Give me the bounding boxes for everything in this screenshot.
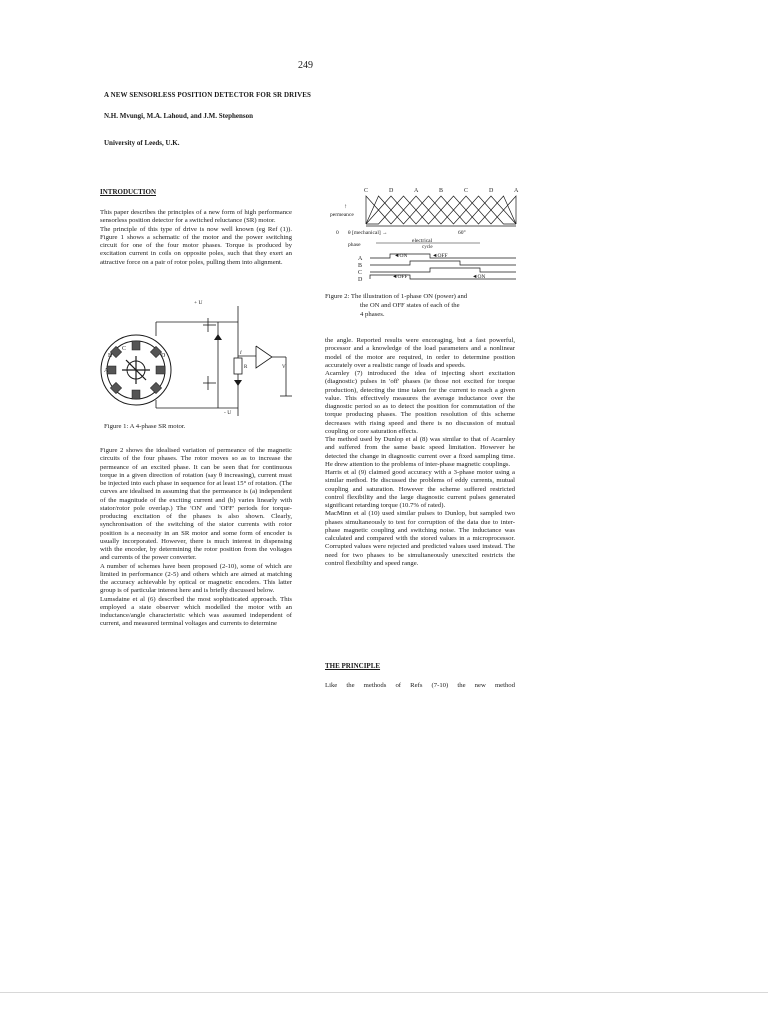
- permeance-curve: [366, 196, 516, 224]
- phase-d-label: D: [161, 353, 166, 359]
- figure-1-schematic: [88, 296, 308, 421]
- vminus-label: - U: [224, 410, 232, 416]
- figure-2-caption-line2: the ON and OFF states of each of the: [360, 302, 460, 309]
- phase-a-label: A: [104, 368, 109, 374]
- switch-transistors: [203, 318, 216, 390]
- figure-1-caption: Figure 1: A 4-phase SR motor.: [104, 423, 186, 430]
- permeance-label: permeance: [330, 212, 354, 218]
- top-phase-letter: A: [514, 188, 519, 194]
- figure-2-caption-line3: 4 phases.: [360, 311, 385, 318]
- phase-waveform: [370, 268, 516, 272]
- paper-title: A NEW SENSORLESS POSITION DETECTOR FOR SR DRIVES: [104, 91, 312, 99]
- off-label: ◄OFF: [432, 253, 448, 259]
- permeance-curves: [366, 196, 516, 224]
- output-label: V: [282, 365, 286, 370]
- cycle-label: cycle: [422, 245, 433, 250]
- on-label: ◄ON: [472, 274, 486, 280]
- intro-paragraph: The principle of this type of drive is now well known (eg Ref (1)). Figure 1 shows a schematic of the motor and the power switching circuit for one of the four motor phases. Torque is produced by excitation current in coils on opposite poles, such that they exert an attractive force on a pair of rotor poles, pulling them into alignment.: [100, 225, 292, 266]
- figure-2-caption-line1: Figure 2: The illustration of 1-phase ON (power) and: [325, 293, 468, 300]
- page-bottom-rule: [0, 992, 768, 993]
- permeance-arrow: ↑: [344, 204, 347, 210]
- body-paragraph: Harris et al (9) claimed good accuracy with a 3-phase motor using a similar method. He discussed the problems of eddy currents, mutual coupling and saturation. However the scheme suffered restricted control flexibility and the large diagnostic current pulses generated significant retarding torque (10.7% of rated).: [325, 469, 515, 509]
- phase-row-label: D: [358, 277, 363, 283]
- on-label: ◄ON: [394, 253, 408, 259]
- body-paragraph: A number of schemes have been proposed (2-10), some of which are limited in performance (2-5) and others which are aimed at matching the accuracy achievable by optical or magnetic encoders. This latter group is of particular interest here and is briefly discussed below.: [100, 562, 292, 595]
- top-phase-letter: D: [389, 188, 394, 194]
- page-number: 249: [298, 60, 313, 71]
- top-phase-letter: A: [414, 188, 419, 194]
- body-paragraph: the angle. Reported results were encoraging, but a fast powerful, processor and a knowledge of the load parameters and a nonlinear model of the motor are required, in order to determine position accurately over a realistic range of loads and speeds.: [325, 337, 515, 369]
- top-phase-letter: C: [364, 188, 369, 194]
- principle-text: Like the methods of Refs (7-10) the new method: [325, 682, 515, 689]
- rsh-label: R: [244, 365, 248, 370]
- body-paragraph: Figure 2 shows the idealised variation of permeance of the magnetic circuits of the four phases. The rotor moves so as to increase the permeance of an excited phase. It can be seen that for continuous torque in a given direction of rotation (say θ increasing), current must be injected into each phase in sequence for at least 15° of rotation. (The curves are idealised in assuming that the permeance is (a) independent of the magnitude of the exciting current and (b) varies linearly with stator/rotor pole overlap.) The 'ON' and 'OFF' periods for torque-producing excitation of the phases is also shown. Clearly, synchronisation of the switching of the stator currents with rotor position is a necessity in an SR motor and some form of encoder is usually incorporated. However, there is much interest in dispensing with the encoder, by determining the rotor position from the voltages and currents of the power converter.: [100, 447, 292, 562]
- phase-b-label: B: [108, 353, 113, 359]
- shunt-resistor: [234, 358, 242, 374]
- phase-row-label: B: [358, 263, 363, 269]
- left-body: [100, 447, 292, 629]
- introduction-heading: INTRODUCTION: [100, 188, 157, 196]
- current-label: i: [240, 350, 242, 356]
- vplus-label: + U: [194, 300, 203, 306]
- mechanical-axis-label: θ [mechanical] →: [348, 230, 388, 236]
- phase-column-label: phase: [348, 242, 361, 248]
- off-label: ◄OFF: [392, 274, 408, 280]
- phase-c-label: C: [122, 346, 127, 352]
- phase-rows: [358, 253, 516, 283]
- rotor-teeth: [122, 356, 150, 384]
- principle-heading: THE PRINCIPLE: [325, 662, 381, 670]
- paper-affiliation: University of Leeds, U.K.: [104, 139, 180, 147]
- phase-waveform: [370, 261, 516, 265]
- body-paragraph: Lumsdaine et al (6) described the most sophisticated approach. This employed a state observer which modelled the motor with an inductance/angle characteristic which was assumed independent of current, and measured terminal voltages and currents to determine: [100, 595, 292, 628]
- figure-2-permeance-diagram: [330, 186, 520, 291]
- top-phase-letter: D: [489, 188, 494, 194]
- introduction-body: [100, 209, 292, 267]
- phase-row-label: C: [358, 270, 363, 276]
- electrical-label: electrical: [412, 238, 433, 244]
- top-phase-letter: C: [464, 188, 469, 194]
- phase-row-label: A: [358, 256, 363, 262]
- right-body: [325, 337, 515, 568]
- paper-authors: N.H. Mvungi, M.A. Lahoud, and J.M. Stephenson: [104, 112, 253, 120]
- body-paragraph: The method used by Dunlop et al (8) was similar to that of Acarnley and suffered from the same basic speed limitation. However he detected the change in diagnostic current over a fixed sampling time. He drew attention to the problems of inter-phase magnetic couplings.: [325, 436, 515, 468]
- axis-zero-label: 0: [336, 230, 339, 236]
- converter-wiring: [156, 306, 292, 416]
- body-paragraph: Acarnley (7) introduced the idea of injecting short excitation (diagnostic) pulses in 'off' phases (ie those not excited for torque production), detecting the time taken for the current to reach a given value. This effectively measures the average inductance over the diagnostic period so as to detect the position for commutation of the torque producing phases. The position resolution of this scheme decreases with rising speed and there is no discussion of mutual coupling or core saturation effects.: [325, 370, 515, 435]
- sixty-degree-label: 60°: [458, 230, 466, 236]
- top-phase-letters: [364, 188, 519, 194]
- top-phase-letter: B: [439, 188, 444, 194]
- body-paragraph: MacMinn et al (10) used similar pulses to Dunlop, but sampled two phases simultaneously to test for corruption of the data due to inter-phase magnetic coupling and switching noise. The inductance was calculated and compared with the stored values in a microprocessor. Corrupted values were rejected and predicted values used instead. The need for two phases to be simultaneously unexcited restricts the control flexibility and speed range.: [325, 510, 515, 567]
- intro-paragraph: This paper describes the principles of a new form of high performance sensorless position detector for a switched reluctance (SR) motor.: [100, 209, 292, 225]
